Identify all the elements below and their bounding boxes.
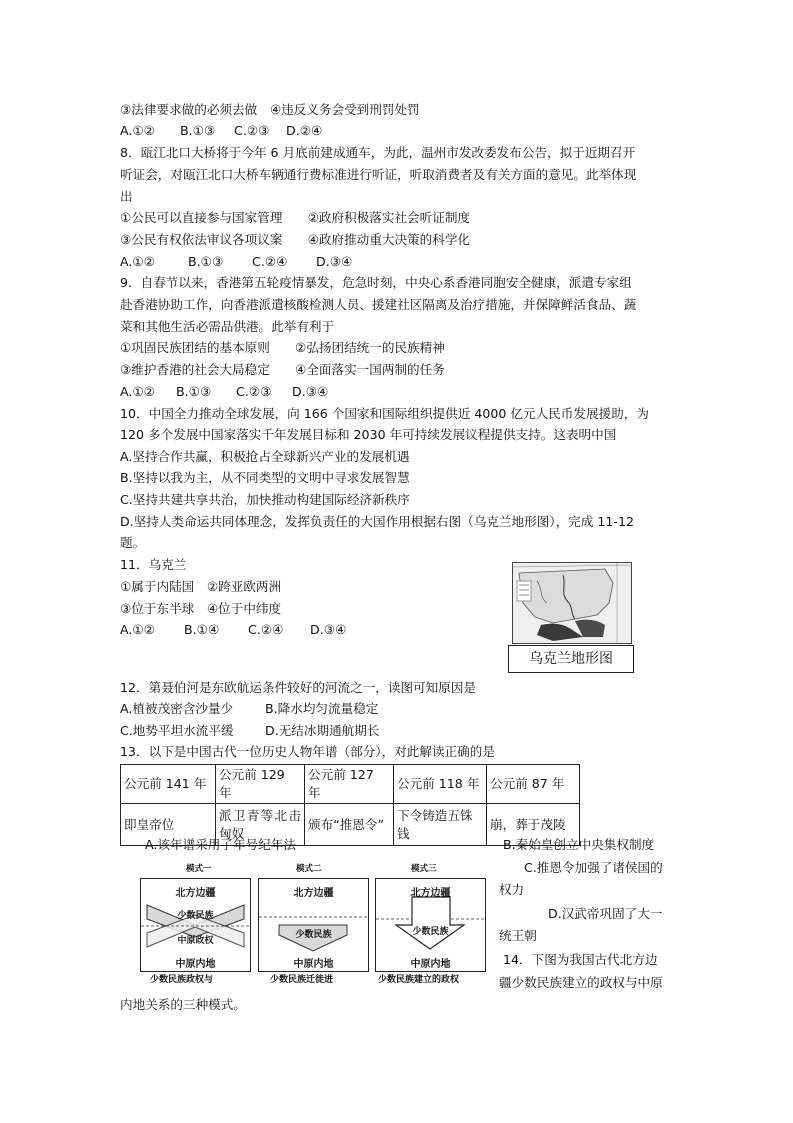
q7-item-line: ③法律要求做的必须去做 ④违反义务会受到刑罚处罚: [120, 102, 420, 117]
q12-option-c[interactable]: C.地势平坦水流平缓: [120, 723, 234, 738]
q9-stem-1: 9．自春节以来，香港第五轮疫情暴发，危急时刻，中央心系香港同胞安全健康，派遣专家组: [120, 275, 632, 290]
q8-option-a[interactable]: A.①②: [120, 254, 155, 269]
mode-3-minority: 少数民族: [412, 927, 449, 937]
event-cell: 即皇帝位: [121, 804, 216, 846]
q8-option-d[interactable]: D.③④: [316, 254, 353, 269]
mode-2-minority: 少数民族: [295, 930, 332, 940]
q8-stem-2: 听证会，对瓯江北口大桥车辆通行费标准进行听证，听取消费者及有关方面的意见。此举体现: [120, 167, 637, 182]
q10-stem-2: 120 多个发展中国家落实千年发展目标和 2030 年可持续发展议程提供支持。这表明中国: [120, 427, 617, 442]
mode-3-north: 北方边疆: [410, 888, 451, 899]
year-cell: 公元前 141 年: [121, 765, 216, 804]
q10-option-c[interactable]: C.坚持共建共享共治，加快推动构建国际经济新秩序: [120, 492, 410, 507]
map-graphic: [513, 563, 631, 643]
q13-option-d-cont: 统王朝: [499, 928, 537, 943]
mode-1-central-land: 中原内地: [175, 959, 216, 970]
q10-option-b[interactable]: B.坚持以我为主，从不同类型的文明中寻求发展智慧: [120, 470, 410, 485]
mode-1-minority: 少数民族: [177, 911, 214, 921]
year-cell: 公元前 87 年: [487, 765, 580, 804]
q9-item-2: ③维护香港的社会大局稳定 ④全面落实一国两制的任务: [120, 362, 445, 377]
mode-2-central-land: 中原内地: [293, 959, 334, 970]
event-cell: 崩，葬于茂陵: [487, 804, 580, 846]
mode-3-panel: [375, 878, 486, 972]
q11-options: [120, 621, 346, 639]
q11-option-c[interactable]: C.②④: [248, 622, 284, 637]
q8-item-1: ①公民可以直接参与国家管理 ②政府积极落实社会听证制度: [120, 210, 471, 225]
q13-option-b[interactable]: B.秦始皇创立中央集权制度: [503, 837, 655, 852]
mode-2-caption: 少数民族迁徙进: [270, 975, 334, 985]
q14-stem-3: 内地关系的三种模式。: [120, 997, 246, 1012]
q11-option-b[interactable]: B.①④: [184, 622, 220, 637]
q8-item-2: ③公民有权依法审议各项议案 ④政府推动重大决策的科学化: [120, 232, 471, 247]
q11-option-a[interactable]: A.①②: [120, 622, 155, 637]
q9-option-a[interactable]: A.①②: [120, 384, 155, 399]
q12-option-a[interactable]: A.植被茂密含沙量少: [120, 701, 234, 716]
q9-item-1: ①巩固民族团结的基本原则 ②弘扬团结统一的民族精神: [120, 340, 445, 355]
q11-item-1: ①属于内陆国 ②跨亚欧两洲: [120, 579, 282, 594]
q7-option-a[interactable]: A.①②: [120, 123, 155, 138]
q11-stem: 11．乌克兰: [120, 557, 187, 572]
q8-stem-1: 8．瓯江北口大桥将于今年 6 月底前建成通车，为此，温州市发改委发布公告，拟于近期召开: [120, 145, 636, 160]
q7-options: [120, 122, 322, 140]
event-cell: 下令铸造五铢钱: [394, 804, 487, 846]
q12-option-b[interactable]: B.降水均匀流量稳定: [265, 701, 379, 716]
q10-stem-1: 10．中国全力推动全球发展，向 166 个国家和国际组织提供近 4000 亿元人民币发展援助，为: [120, 406, 649, 421]
q14-stem-2: 疆少数民族建立的政权与中原: [499, 975, 663, 990]
q9-stem-3: 菜和其他生活必需品供港。此举有利于: [120, 319, 335, 334]
mode-2-panel: [258, 878, 369, 972]
mode-1-caption: 少数民族政权与: [150, 975, 214, 985]
mode-1-label: 模式一: [186, 864, 212, 874]
q13-stem: 13．以下是中国古代一位历史人物年谱（部分），对此解读正确的是: [120, 744, 495, 759]
q12-stem: 12．第聂伯河是东欧航运条件较好的河流之一，读图可知原因是: [120, 680, 477, 695]
q9-option-b[interactable]: B.①③: [176, 384, 212, 399]
q13-option-c-cont: 权力: [499, 882, 525, 897]
event-cell: 派卫青等北击匈奴: [216, 804, 305, 846]
q9-option-d[interactable]: D.③④: [292, 384, 329, 399]
year-cell: 公元前 129 年: [216, 765, 305, 804]
q7-option-c[interactable]: C.②③: [234, 123, 270, 138]
table-row-years: [121, 765, 580, 804]
q14-stem-1: 14．下图为我国古代北方边: [503, 952, 658, 967]
q9-stem-2: 赴香港协助工作，向香港派遣核酸检测人员、援建社区隔离及治疗措施，并保障鲜活食品、蔬: [120, 297, 637, 312]
year-cell: 公元前 118 年: [394, 765, 487, 804]
map-caption: 乌克兰地形图: [508, 645, 634, 673]
q8-stem-3: 出: [120, 189, 133, 204]
chronology-table: [120, 764, 580, 846]
year-cell: 公元前 127 年: [305, 765, 394, 804]
q10-option-d-cont: 题。: [120, 535, 146, 550]
q13-option-a[interactable]: A.该年谱采用了年号纪年法: [145, 837, 296, 852]
q8-option-b[interactable]: B.①③: [188, 254, 224, 269]
mode-3-caption: 少数民族建立的政权: [378, 975, 460, 985]
q11-option-d[interactable]: D.③④: [310, 622, 347, 637]
mode-3-central-land: 中原内地: [410, 959, 451, 970]
q11-item-2: ③位于东半球 ④位于中纬度: [120, 601, 282, 616]
q12-option-d[interactable]: D.无结冰期通航期长: [265, 723, 380, 738]
q13-option-c[interactable]: C.推恩令加强了诸侯国的: [524, 860, 663, 875]
q13-option-d[interactable]: D.汉武帝巩固了大一: [548, 906, 663, 921]
q8-option-c[interactable]: C.②④: [252, 254, 288, 269]
q9-option-c[interactable]: C.②③: [236, 384, 272, 399]
q7-option-b[interactable]: B.①③: [180, 123, 216, 138]
q10-option-d[interactable]: D.坚持人类命运共同体理念，发挥负责任的大国作用根据右图（乌克兰地形图），完成 11-12: [120, 514, 634, 529]
q9-options: [120, 383, 328, 401]
mode-3-label: 模式三: [411, 864, 437, 874]
mode-1-panel: [140, 878, 251, 972]
mode-2-label: 模式二: [296, 864, 322, 874]
ukraine-terrain-map: [512, 562, 632, 644]
q10-option-a[interactable]: A.坚持合作共赢，积极抢占全球新兴产业的发展机遇: [120, 449, 410, 464]
event-cell: 颁布“推恩令”: [305, 804, 394, 846]
mode-1-north: 北方边疆: [175, 888, 216, 899]
q8-options: [120, 253, 352, 271]
mode-1-central-regime: 中原政权: [177, 936, 214, 946]
mode-2-north: 北方边疆: [293, 888, 334, 899]
q7-option-d[interactable]: D.②④: [286, 123, 323, 138]
